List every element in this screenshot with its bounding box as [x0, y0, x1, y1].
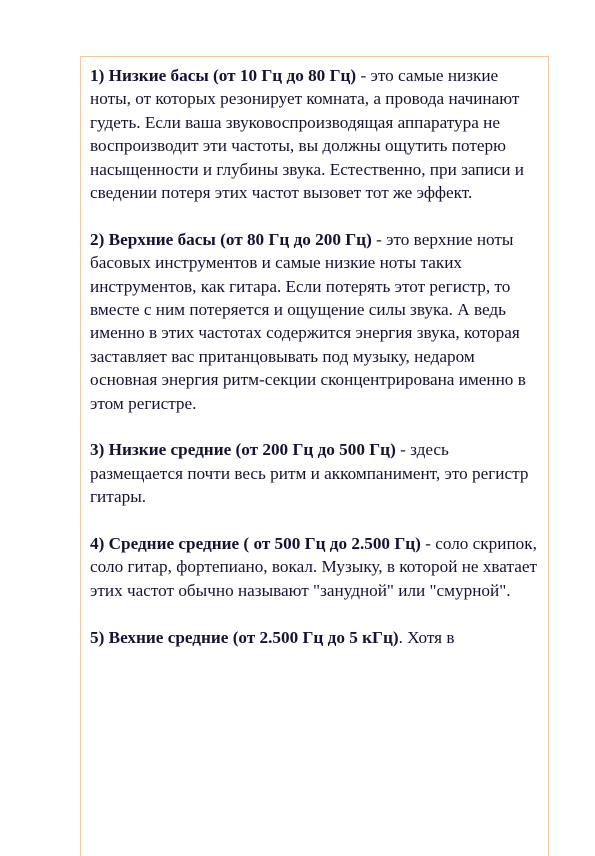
section-heading: 3) Низкие средние (от 200 Гц до 500 Гц) [90, 440, 396, 460]
section-text: - это самые низкие ноты, от которых резонирует комната, а провода начинают гудеть. Если ваша звуковоспроизводящая аппаратура не воспроизводит эти частоты, вы должны ощутить потерю насыщенности и глубины звука. Естественно, при записи и сведении потеря этих частот вызовет тот же эффект. [90, 66, 525, 203]
section-upper-bass [90, 228, 542, 415]
document-body [90, 64, 542, 672]
section-low-mid [90, 438, 542, 508]
section-heading: 5) Вехние средние (от 2.500 Гц до 5 кГц) [90, 627, 399, 647]
section-heading: 4) Средние средние ( от 500 Гц до 2.500 Гц) [90, 534, 421, 554]
section-text: - это верхние ноты басовых инструментов и самые низкие ноты таких инструментов, как гитара. Если потерять этот регистр, то вместе с ним потеряется и ощущение силы звука. А ведь именно в этих частотах содержится энергия звука, которая заставляет вас пританцовывать под музыку, недаром основная энергия ритм-секции сконцентрирована именно в этом регистре. [90, 229, 526, 413]
section-heading: 2) Верхние басы (от 80 Гц до 200 Гц) [90, 229, 372, 249]
section-mid-mid [90, 532, 542, 602]
section-upper-mid [90, 626, 542, 649]
section-low-bass [90, 64, 542, 204]
section-text: - соло скрипок, соло гитар, фортепиано, вокал. Музыку, в которой не хватает этих частот обычно называют "занудной" или "смурной". [90, 534, 537, 600]
section-heading: 1) Низкие басы (от 10 Гц до 80 Гц) [90, 66, 357, 85]
section-text: - здесь размещается почти весь ритм и аккомпанимент, это регистр гитары. [90, 440, 529, 507]
section-text: . Хотя в [398, 627, 455, 647]
